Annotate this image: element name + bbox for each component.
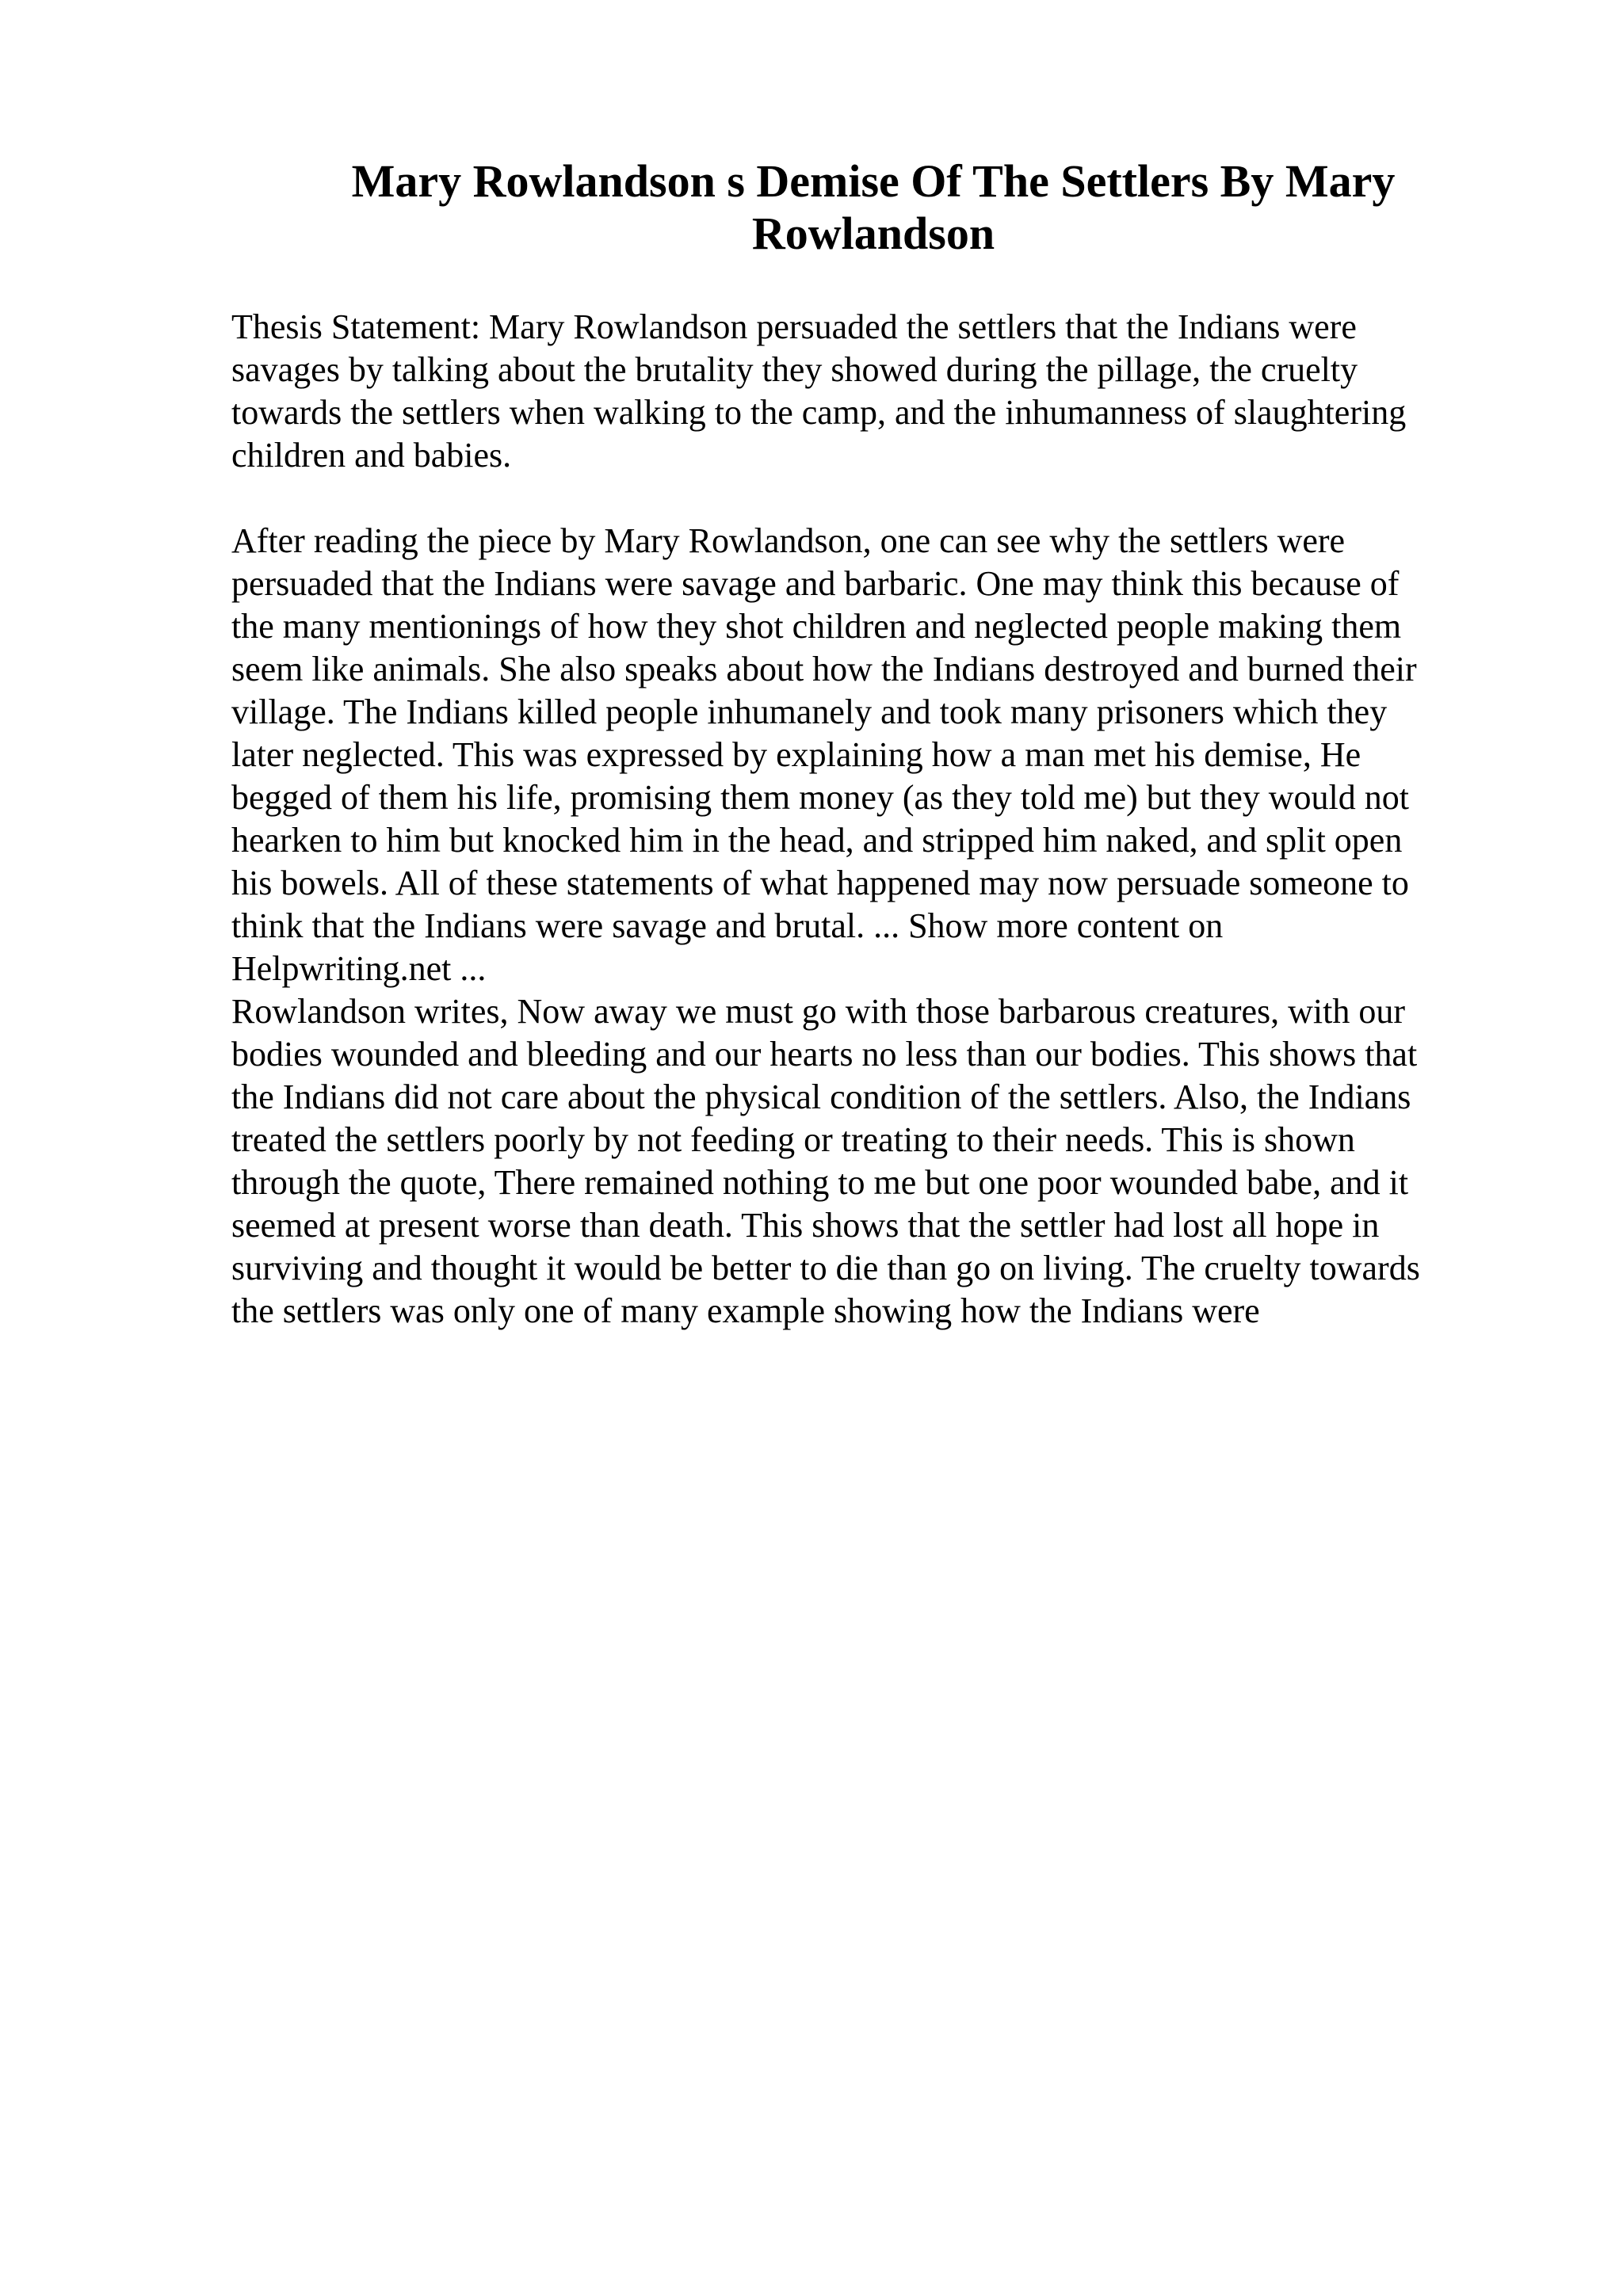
document-body [231, 306, 1523, 1333]
thesis-paragraph: Thesis Statement: Mary Rowlandson persuaded the settlers that the Indians were savages by talking about the brutality they showed during the pillage, the cruelty towards the settlers when walking to the camp, and the inhumanness of slaughtering children and babies. [231, 307, 1407, 475]
document-title: Mary Rowlandson s Demise Of The Settlers By Mary Rowlandson [351, 155, 1396, 259]
body-paragraph-1: After reading the piece by Mary Rowlandson, one can see why the settlers were persuaded that the Indians were savage and barbaric. One may think this because of the many mentionings of how they shot children and neglected people making them seem like animals. She also speaks about how the Indians destroyed and burned their village. The Indians killed people inhumanely and took many prisoners which they later neglected. This was expressed by explaining how a man met his demise, He begged of them his life, promising them money (as they told me) but they would not hearken to him but knocked him in the head, and stripped him naked, and split open his bowels. All of these statements of what happened may now persuade someone to think that the Indians were savage and brutal. ... Show more content on Helpwriting.net ... [231, 521, 1417, 988]
body-paragraph-2: Rowlandson writes, Now away we must go with those barbarous creatures, with our bodies wounded and bleeding and our hearts no less than our bodies. This shows that the Indians did not care about the physical condition of the settlers. Also, the Indians treated the settlers poorly by not feeding or treating to their needs. This is shown through the quote, There remained nothing to me but one poor wounded babe, and it seemed at present worse than death. This shows that the settler had lost all hope in surviving and thought it would be better to die than go on living. The cruelty towards the settlers was only one of many example showing how the Indians were [231, 992, 1420, 1330]
